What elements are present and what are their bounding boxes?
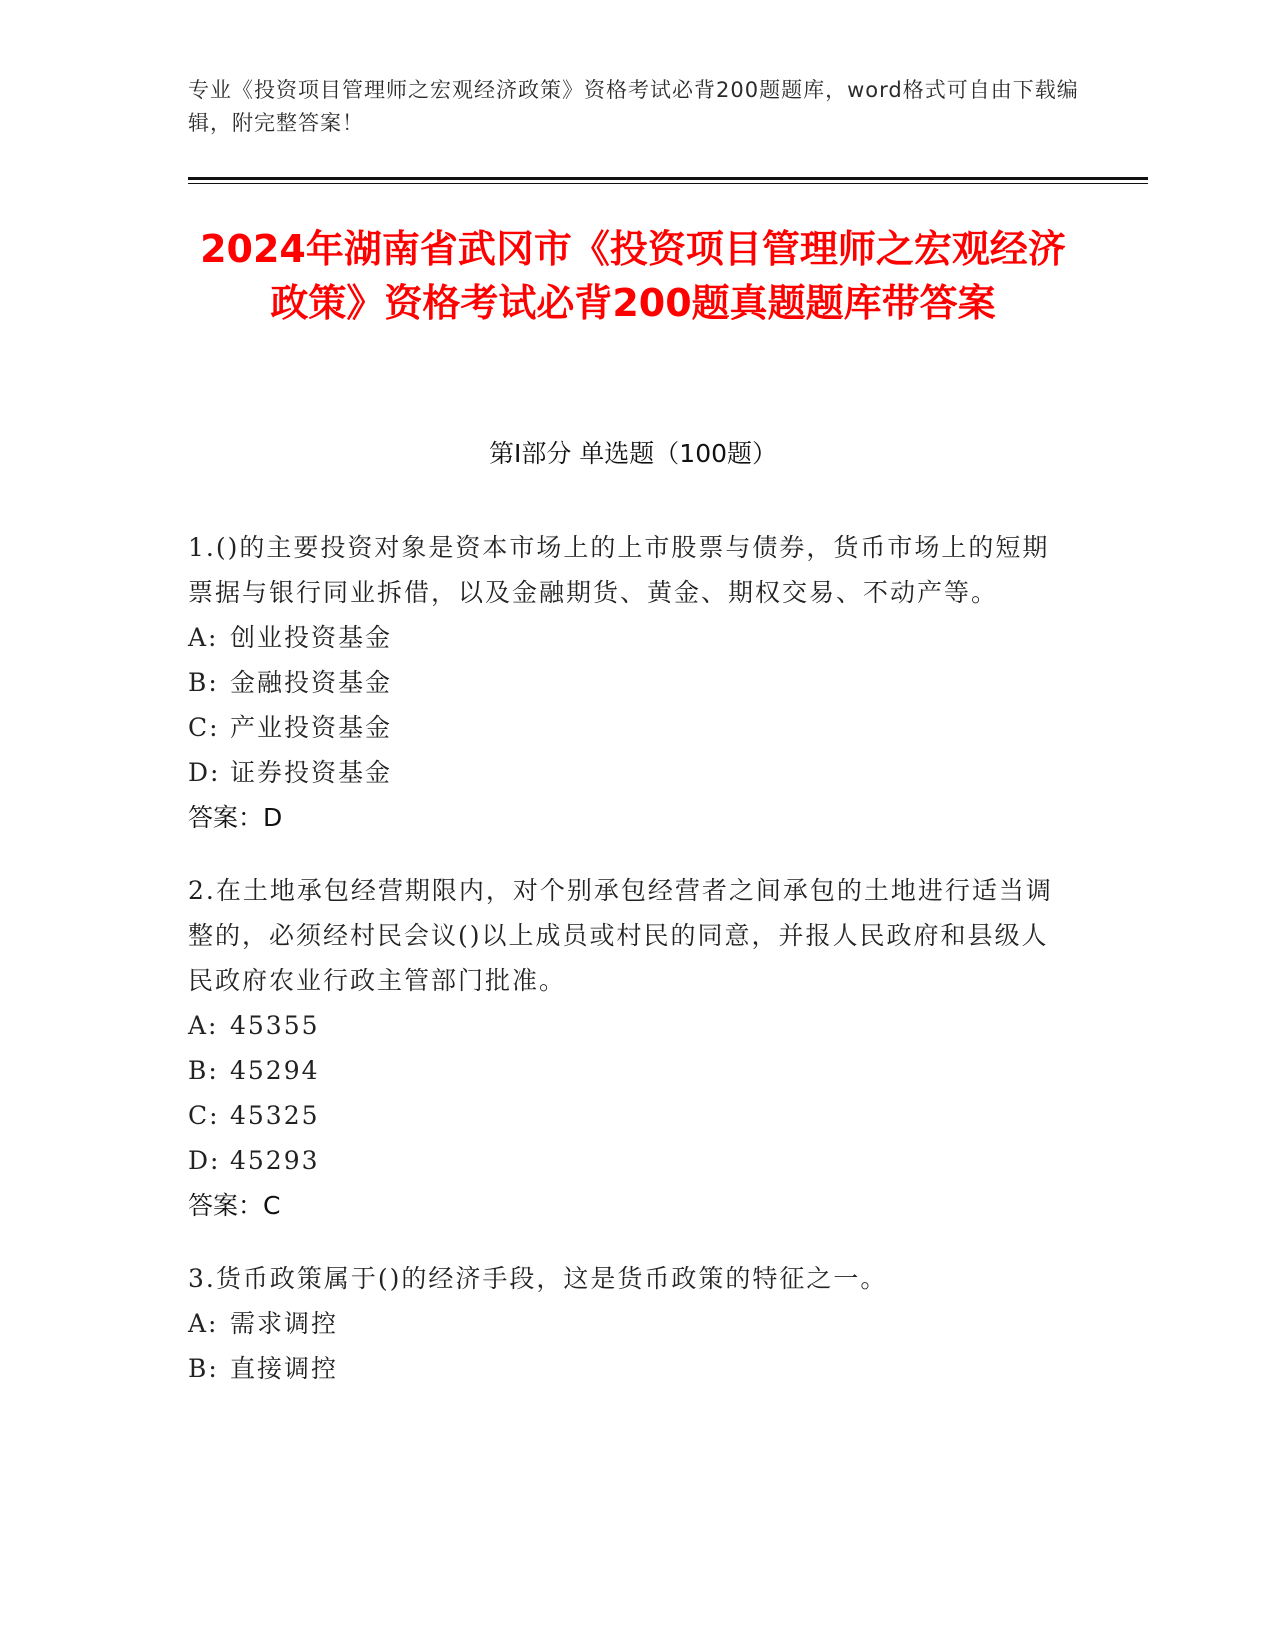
header-rule-thick <box>188 177 1148 180</box>
option-b <box>188 1048 1068 1093</box>
option-text: 产业投资基金 <box>230 713 393 742</box>
option-letter: D: <box>188 1146 221 1175</box>
option-a <box>188 615 1068 660</box>
question-stem: 2.在土地承包经营期限内，对个别承包经营者之间承包的土地进行适当调整的，必须经村民会议()以上成员或村民的同意，并报人民政府和县级人民政府农业行政主管部门批准。 <box>188 876 1053 995</box>
question-stem: 3.货币政策属于()的经济手段，这是货币政策的特征之一。 <box>188 1264 888 1293</box>
option-letter: B: <box>188 668 219 697</box>
option-text: 直接调控 <box>230 1354 339 1383</box>
option-a <box>188 1301 1068 1346</box>
option-text: 需求调控 <box>230 1309 339 1338</box>
header-rule-thin <box>188 183 1148 184</box>
question-3 <box>188 1256 1068 1391</box>
option-text: 45293 <box>230 1146 320 1175</box>
option-text: 45325 <box>230 1101 320 1130</box>
option-text: 证券投资基金 <box>230 758 393 787</box>
answer-line: 答案：C <box>188 1191 281 1220</box>
option-letter: D: <box>188 758 221 787</box>
question-stem: 1.()的主要投资对象是资本市场上的上市股票与债券，货币市场上的短期票据与银行同业拆借，以及金融期货、黄金、期权交易、不动产等。 <box>188 533 1050 607</box>
option-a <box>188 1003 1068 1048</box>
option-d <box>188 750 1068 795</box>
option-d <box>188 1138 1068 1183</box>
question-1 <box>188 525 1068 840</box>
option-letter: B: <box>188 1354 219 1383</box>
option-text: 金融投资基金 <box>230 668 393 697</box>
option-letter: C: <box>188 1101 220 1130</box>
option-text: 45355 <box>230 1011 320 1040</box>
option-letter: A: <box>188 623 219 652</box>
header-note: 专业《投资项目管理师之宏观经济政策》资格考试必背200题题库，word格式可自由下载编辑，附完整答案！ <box>188 78 1079 135</box>
option-letter: A: <box>188 1309 219 1338</box>
document-title: 2024年湖南省武冈市《投资项目管理师之宏观经济政策》资格考试必背200题真题题库带答案 <box>200 227 1066 325</box>
option-text: 创业投资基金 <box>230 623 393 652</box>
answer-line: 答案：D <box>188 803 283 832</box>
option-letter: C: <box>188 713 220 742</box>
option-letter: A: <box>188 1011 219 1040</box>
option-letter: B: <box>188 1056 219 1085</box>
option-c <box>188 705 1068 750</box>
option-text: 45294 <box>230 1056 320 1085</box>
question-list <box>188 525 1068 1419</box>
option-b <box>188 1346 1068 1391</box>
question-2 <box>188 868 1068 1228</box>
section-heading: 第Ⅰ部分 单选题（100题） <box>488 439 778 468</box>
option-c <box>188 1093 1068 1138</box>
option-b <box>188 660 1068 705</box>
